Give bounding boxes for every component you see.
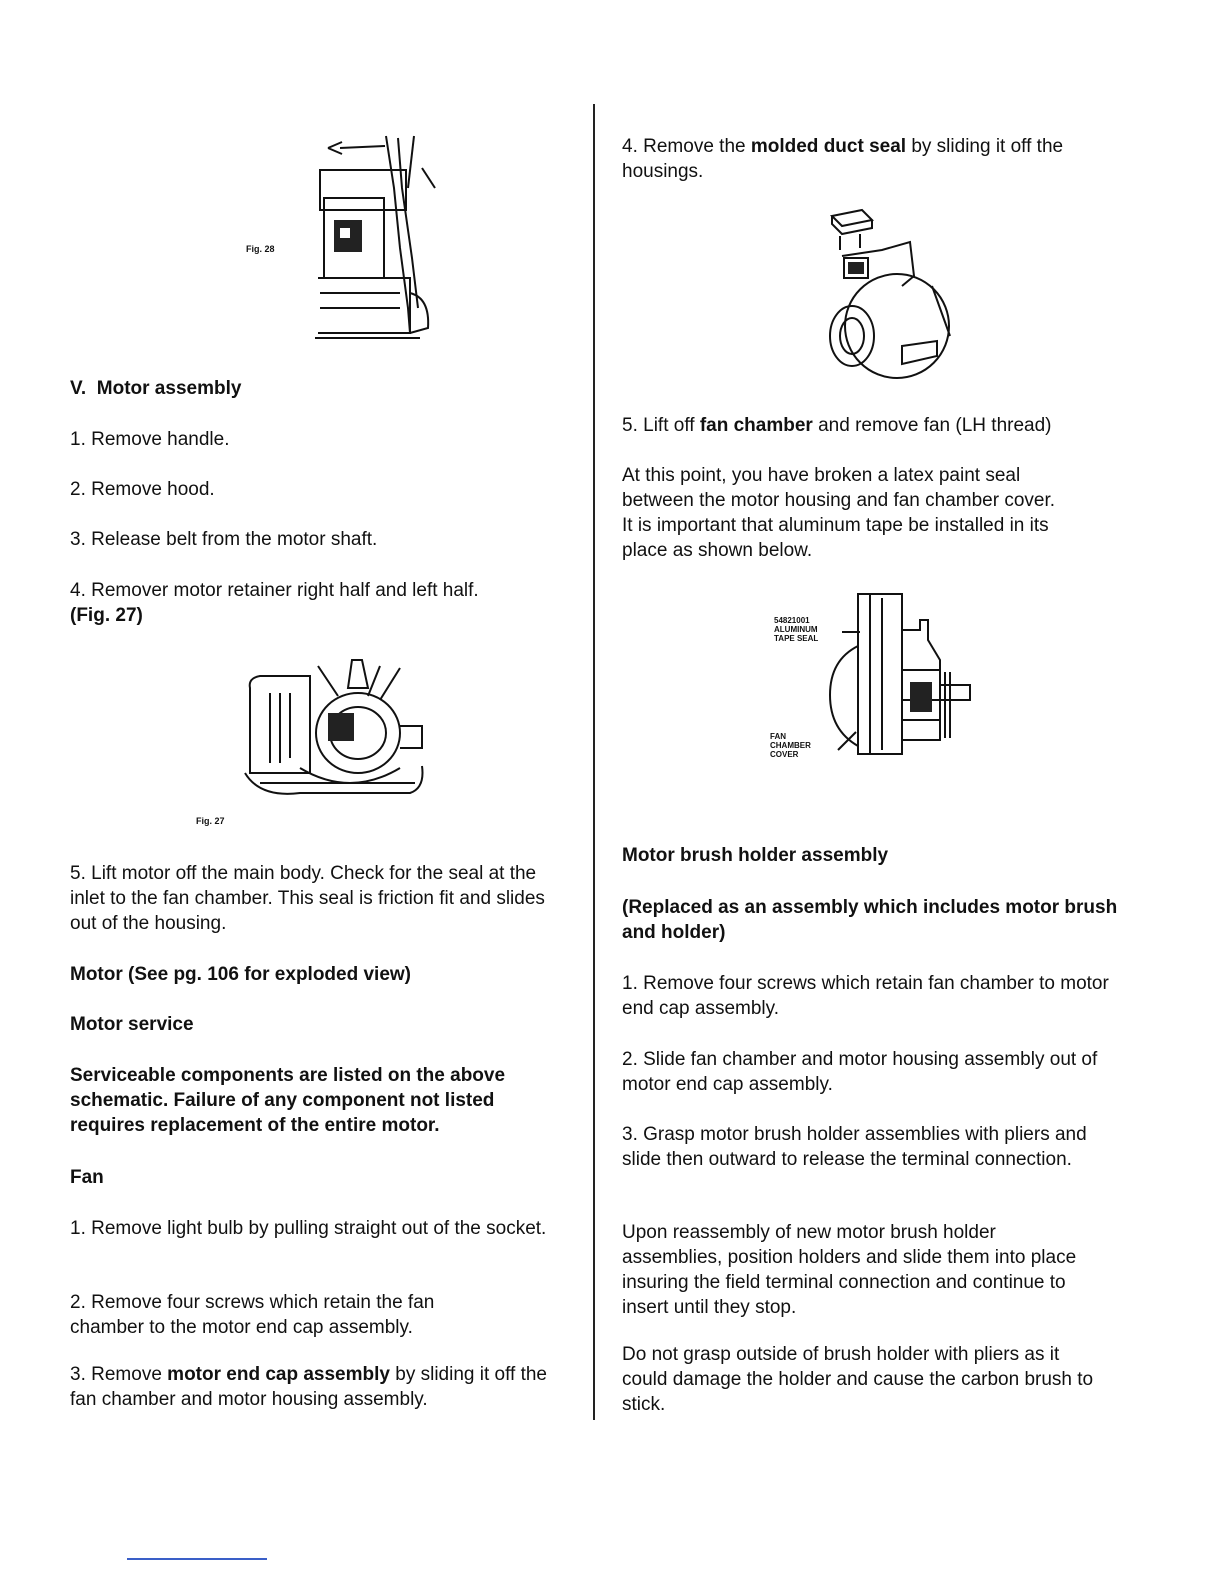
step-1 (70, 427, 570, 452)
step-bold-text: molded duct seal (750, 136, 907, 157)
step-number: 3. (622, 1124, 638, 1145)
step-number: 2. (622, 1049, 638, 1070)
aluminum-tape-diagram (770, 590, 980, 770)
tape-seal-callout (774, 616, 818, 643)
step-number: 2. (70, 479, 86, 500)
step-number: 4. (70, 580, 86, 601)
step-text: Remove handle. (85, 429, 230, 450)
step-number: 1. (622, 973, 638, 994)
step-text: Remove light bulb by pulling straight out of the socket. (85, 1218, 547, 1239)
duct-seal-illustration (812, 206, 962, 386)
cover-label-line-2: CHAMBER (770, 741, 811, 750)
duct-seal-drawing (812, 206, 962, 386)
step-text: Remover motor retainer right half and left half. (85, 580, 479, 601)
vacuum-handle-drawing (290, 128, 440, 344)
step-number: 5. (622, 415, 638, 436)
step-text: Remove four screws which retain fan chamber to motor end cap assembly. (622, 973, 1109, 1019)
brush-holder-note: (Replaced as an assembly which includes motor brush and holder) (622, 897, 1118, 943)
step-text: by sliding it off the fan chamber and motor housing assembly. (70, 1364, 547, 1410)
motor-service-heading: Motor service (70, 1014, 194, 1035)
step-number: 5. (70, 863, 86, 884)
step-text: by sliding it off the housings. (622, 136, 1064, 182)
step-text: Remove the (637, 136, 751, 157)
tape-label-line-1: ALUMINUM (774, 625, 818, 634)
fan-step-2 (70, 1290, 510, 1340)
fan-step-1 (70, 1216, 550, 1241)
step-3 (70, 527, 570, 552)
right-step-4 (622, 134, 1102, 184)
cover-label-line-3: COVER (770, 750, 799, 759)
step-bold-text: motor end cap assembly (167, 1364, 390, 1385)
bottom-link-rule (127, 1558, 267, 1560)
motor-assembly-heading: V. Motor assembly (70, 378, 242, 399)
reassembly-note: Upon reassembly of new motor brush holder assemblies, position holders and slide them into place insuring the field terminal connection and continue to insert until they stop. (622, 1222, 1077, 1318)
step-number: 2. (70, 1292, 86, 1313)
fig27-illustration (240, 648, 430, 810)
step-text: Remove (85, 1364, 168, 1385)
brush-step-2 (622, 1047, 1122, 1097)
latex-seal-note: At this point, you have broken a latex paint seal between the motor housing and fan chamber cover. It is important that aluminum tape be installed in its place as shown below. (622, 465, 1056, 561)
step-text: Remove hood. (85, 479, 215, 500)
fig28-illustration (290, 128, 440, 344)
brush-step-1 (622, 971, 1112, 1021)
brush-holder-heading: Motor brush holder assembly (622, 845, 889, 866)
fig27-label: Fig. 27 (196, 816, 225, 826)
fig27-reference: (Fig. 27) (70, 605, 143, 626)
fan-step-3 (70, 1362, 560, 1412)
serviceable-components-note: Serviceable components are listed on the above schematic. Failure of any component not listed requires replacement of the entire motor. (70, 1065, 506, 1136)
brush-step-3 (622, 1122, 1112, 1172)
caution-note: Do not grasp outside of brush holder with pliers as it could damage the holder and cause the carbon brush to stick. (622, 1344, 1094, 1415)
step-number: 1. (70, 1218, 86, 1239)
fan-chamber-cover-callout (770, 732, 811, 759)
step-text: Lift off (637, 415, 700, 436)
fig28-label: Fig. 28 (246, 244, 275, 254)
tape-part-number: 54821001 (774, 616, 810, 625)
tape-label-line-2: TAPE SEAL (774, 634, 819, 643)
step-text: Lift motor off the main body. Check for the seal at the inlet to the fan chamber. This seal is friction fit and slides out of the housing. (70, 863, 545, 934)
step-number: 1. (70, 429, 86, 450)
step-number: 3. (70, 1364, 86, 1385)
column-divider (593, 104, 595, 1420)
step-4 (70, 578, 570, 628)
step-text: Remove four screws which retain the fan chamber to the motor end cap assembly. (70, 1292, 435, 1338)
step-2 (70, 477, 570, 502)
step-number: 3. (70, 529, 86, 550)
motor-heading: Motor (See pg. 106 for exploded view) (70, 964, 412, 985)
step-text: Grasp motor brush holder assemblies with pliers and slide then outward to release the terminal connection. (622, 1124, 1087, 1170)
step-bold-text: fan chamber (699, 415, 813, 436)
step-text: and remove fan (LH thread) (812, 415, 1052, 436)
step-text: Release belt from the motor shaft. (85, 529, 378, 550)
cover-label-line-1: FAN (770, 732, 786, 741)
step-text: Slide fan chamber and motor housing assembly out of motor end cap assembly. (622, 1049, 1098, 1095)
motor-retainer-drawing (240, 648, 430, 810)
fan-heading: Fan (70, 1167, 104, 1188)
step-5 (70, 861, 560, 936)
step-number: 4. (622, 136, 638, 157)
right-step-5 (622, 413, 1122, 438)
